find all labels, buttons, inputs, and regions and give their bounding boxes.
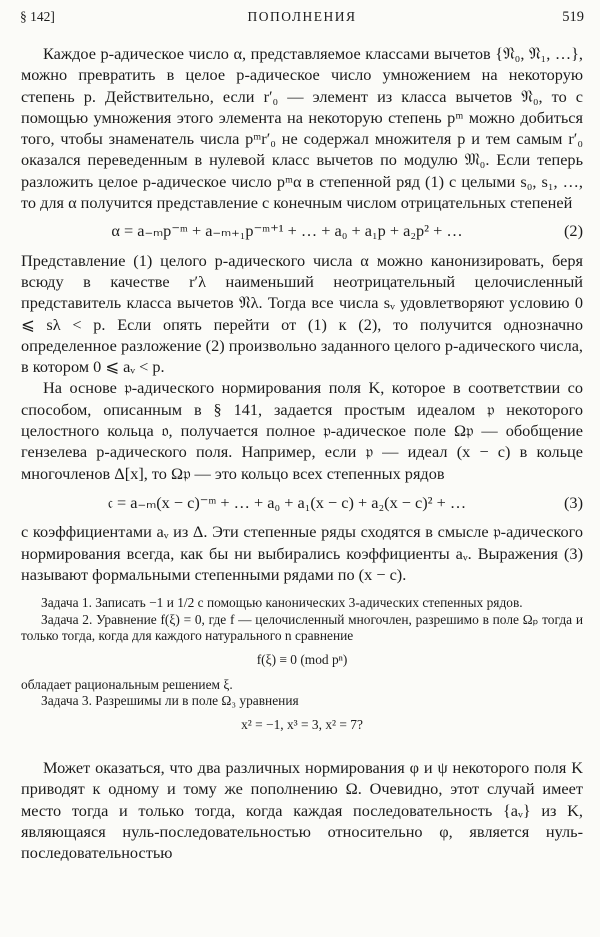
equation-3 xyxy=(21,492,583,513)
equation-2-formula: α = a₋ₘp⁻ᵐ + a₋ₘ₊₁p⁻ᵐ⁺¹ + … + a₀ + a₁p + a₂p² + … xyxy=(111,221,463,241)
page-number: 519 xyxy=(562,9,584,25)
page-body xyxy=(21,43,583,863)
task-2: Задача 2. Уравнение f(ξ) = 0, где f — целочисленный многочлен, разрешимо в поле Ωₚ тогда и только тогда, когда для каждого натурального n сравнение xyxy=(21,611,583,643)
paragraph-1: Каждое p-адическое число α, представляемое классами вычетов {𝔑₀, 𝔑₁, …}, можно превратить в целое p-адическое число умножением на некоторую степень p. Действительно, если r′₀ — элемент из класса вычетов 𝔑₀, то с помощью умножения этого элемента на некоторую степень pᵐ можно добиться того, чтобы знаменатель числа pᵐr′₀ не содержал множителя p и тем самым r′₀ оказался переведенным в нулевой класс вычетов по модулю 𝔐₀. Если теперь разложить целое p-адическое число pᵐα в степенной ряд (1) с целыми s₀, s₁, …, то для α получится представление с конечным числом отрицательных степеней xyxy=(21,44,583,213)
task-1: Задача 1. Записать −1 и 1/2 с помощью канонических 3-адических степенных рядов. xyxy=(41,595,523,611)
equation-2-number: (2) xyxy=(564,221,583,241)
paragraph-5: Может оказаться, что два различных нормирования φ и ψ некоторого поля K приводят к одному и тому же пополнению Ω. Очевидно, этот случай имеет место тогда и только тогда, когда каждая последовательность {aᵥ} из K, являющаяся нуль-последовательностью относительно φ, является нуль-последовательностью xyxy=(21,757,583,863)
congruence-formula: f(ξ) ≡ 0 (mod pⁿ) xyxy=(256,652,348,668)
task-3: Задача 3. Разрешимы ли в поле Ω₃ уравнения xyxy=(41,693,299,709)
task-2-conclusion: обладает рациональным решением ξ. xyxy=(21,676,233,692)
equation-3-formula: 𝔠 = a₋ₘ(x − c)⁻ᵐ + … + a₀ + a₁(x − c) + a₂(x − c)² + … xyxy=(107,492,467,512)
equation-3-number: (3) xyxy=(564,492,583,512)
section-ref: § 142] xyxy=(20,9,55,24)
equation-2 xyxy=(21,220,583,241)
paragraph-2: Представление (1) целого p-адического числа α можно канонизировать, беря всюду в качестве r′λ наименьший неотрицательный целочисленный представитель класса вычетов 𝔑λ. Тогда все числа sᵥ удовлетворяют условию 0 ⩽ sλ < p. Если опять перейти от (1) к (2), то получится однозначно определенное разложение (2) произвольно заданного целого p-адического числа, в котором 0 ⩽ aᵥ < p. xyxy=(21,250,583,377)
running-header xyxy=(20,9,584,29)
paragraph-4: с коэффициентами aᵥ из Δ. Эти степенные ряды сходятся в смысле 𝔭-адического нормирования всегда, как бы ни выбирались коэффициенты aᵥ. Выражения (3) называют формальными степенными рядами по (x − c). xyxy=(21,522,583,584)
paragraph-3: На основе 𝔭-адического нормирования поля K, которое в соответствии со способом, описанным в § 141, задается простым идеалом 𝔭 некоторого целостного кольца 𝔬, получается полное 𝔭-адическое поле Ω𝔭 — обобщение гензелева p-адического поля. Например, если 𝔭 — идеал (x − c) в кольце многочленов Δ[x], то Ω𝔭 — это кольцо всех степенных рядов xyxy=(21,378,583,483)
chapter-title: ПОПОЛНЕНИЯ xyxy=(247,9,357,24)
spacer xyxy=(21,739,583,757)
task-3-equations: x² = −1, x³ = 3, x² = 7? xyxy=(241,716,363,732)
